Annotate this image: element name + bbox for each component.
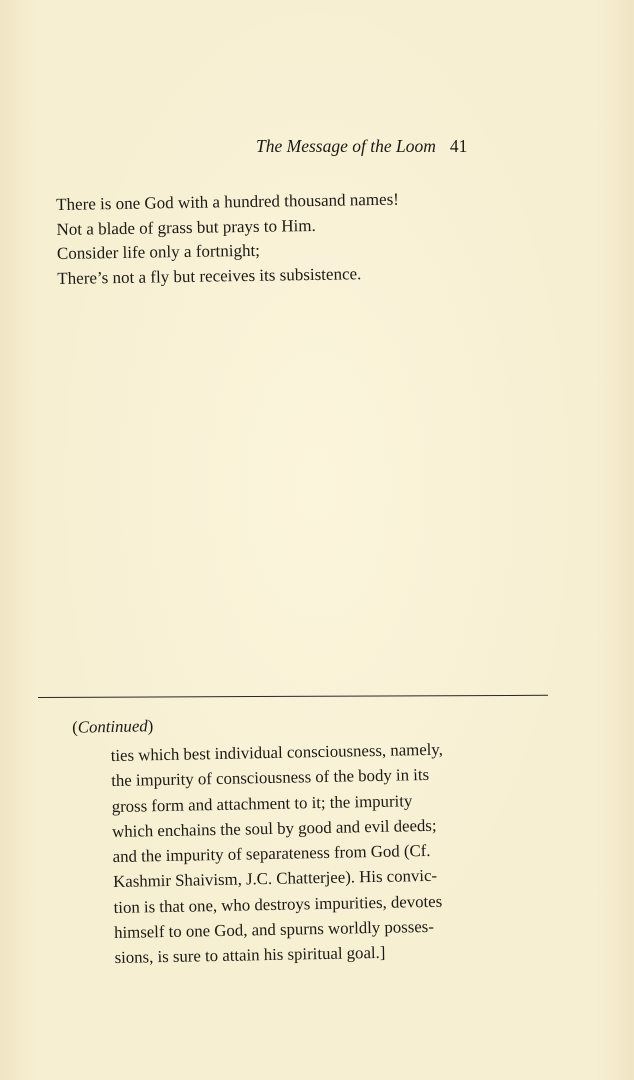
chapter-title: The Message of the Loom	[256, 136, 436, 156]
footnote-line: the impurity of consciousness of the body in its	[111, 765, 430, 791]
continued-text: Continued	[77, 716, 148, 737]
footnote-continued-label: (Continued)	[71, 716, 154, 737]
footnote-line: and the impurity of separateness from God (Cf.	[112, 841, 431, 867]
page-number: 41	[449, 136, 468, 156]
footnote-line: tion is that one, who destroys impurities, devotes	[113, 891, 443, 917]
running-head	[256, 136, 467, 157]
footnote-line: sions, is sure to attain his spiritual goal.]	[114, 943, 386, 968]
footnote-divider	[38, 695, 548, 698]
footnote-line: ties which best individual consciousness, namely,	[110, 739, 444, 766]
footnote-line: gross form and attachment to it; the impurity	[111, 790, 413, 816]
verse-block	[56, 188, 400, 291]
footnote	[60, 709, 535, 972]
verse-line: There’s not a fly but receives its subsistence.	[57, 263, 362, 288]
footnote-line: Kashmir Shaivism, J.C. Chatterjee). His convic-	[112, 866, 438, 892]
footnote-line: himself to one God, and spurns worldly posses-	[113, 916, 435, 943]
footnote-line: which enchains the soul by good and evil deeds;	[112, 815, 437, 841]
verse-line: Not a blade of grass but prays to Him.	[56, 215, 316, 239]
verse-line: There is one God with a hundred thousand names!	[56, 189, 400, 214]
verse-line: Consider life only a fortnight;	[56, 240, 261, 263]
